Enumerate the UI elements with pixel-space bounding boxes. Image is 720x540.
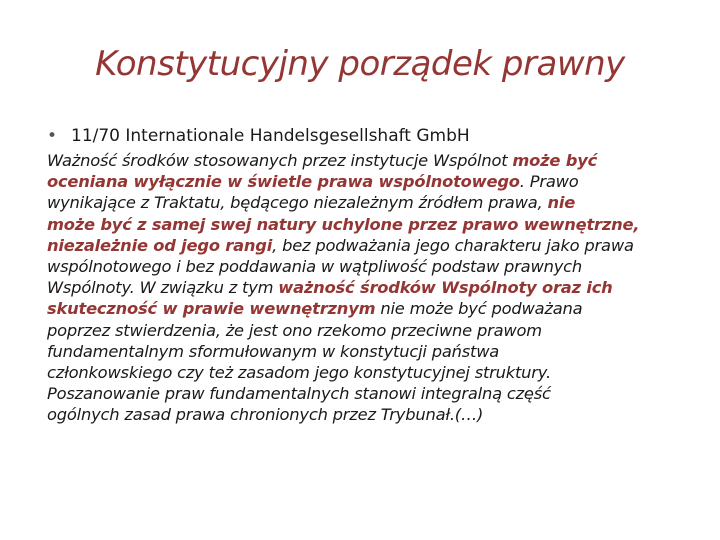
slide-title: Konstytucyjny porządek prawny [95,44,625,84]
quote-line [47,256,687,277]
quote-line [47,235,687,256]
quote-text: Poszanowanie praw fundamentalnych stanowi integralną część [47,384,551,404]
quote-text: ogólnych zasad prawa chronionych przez Trybunał.(…) [47,405,484,425]
quote-paragraph [47,150,687,426]
quote-line [47,171,687,192]
quote-line [47,192,687,213]
highlighted-text: niezależnie od jego rangi [47,235,273,255]
case-reference [47,126,470,146]
quote-text: , bez podważania jego charakteru jako prawa [272,235,634,255]
quote-text: Ważność środków stosowanych przez instytucje Wspólnot [47,151,513,170]
highlighted-text: skuteczność w prawie wewnętrznym [47,299,376,319]
quote-line [47,150,687,171]
highlighted-text: może być z samej swej natury uchylone przez prawo wewnętrzne, [47,214,640,234]
quote-text: członkowskiego czy też zasadom jego konstytucyjnej struktury. [47,363,551,383]
highlighted-text: oceniana wyłącznie w świetle prawa wspólnotowego [47,172,520,192]
quote-line [47,320,687,341]
quote-line [47,383,687,404]
quote-line [47,277,687,298]
bullet-icon: • [47,126,58,146]
highlighted-text: może być [512,151,598,170]
quote-text: Wspólnoty. W związku z tym [47,278,279,298]
quote-line [47,404,687,425]
quote-line [47,341,687,362]
case-reference-text: 11/70 Internationale Handelsgesellshaft GmbH [71,126,470,146]
quote-line [47,362,687,383]
quote-text: fundamentalnym sformułowanym w konstytucji państwa [47,341,500,361]
highlighted-text: nie [547,193,576,213]
quote-text: wynikające z Traktatu, będącego niezależnym źródłem prawa, [47,193,548,213]
highlighted-text: ważność środków Wspólnoty oraz ich [278,278,613,298]
quote-text: nie może być podważana [375,299,583,319]
quote-text: poprzez stwierdzenia, że jest ono rzekomo przeciwne prawom [47,320,542,340]
quote-line [47,214,687,235]
quote-text: wspólnotowego i bez poddawania w wątpliwość podstaw prawnych [47,257,582,277]
quote-line [47,298,687,319]
quote-text: . Prawo [519,172,579,192]
